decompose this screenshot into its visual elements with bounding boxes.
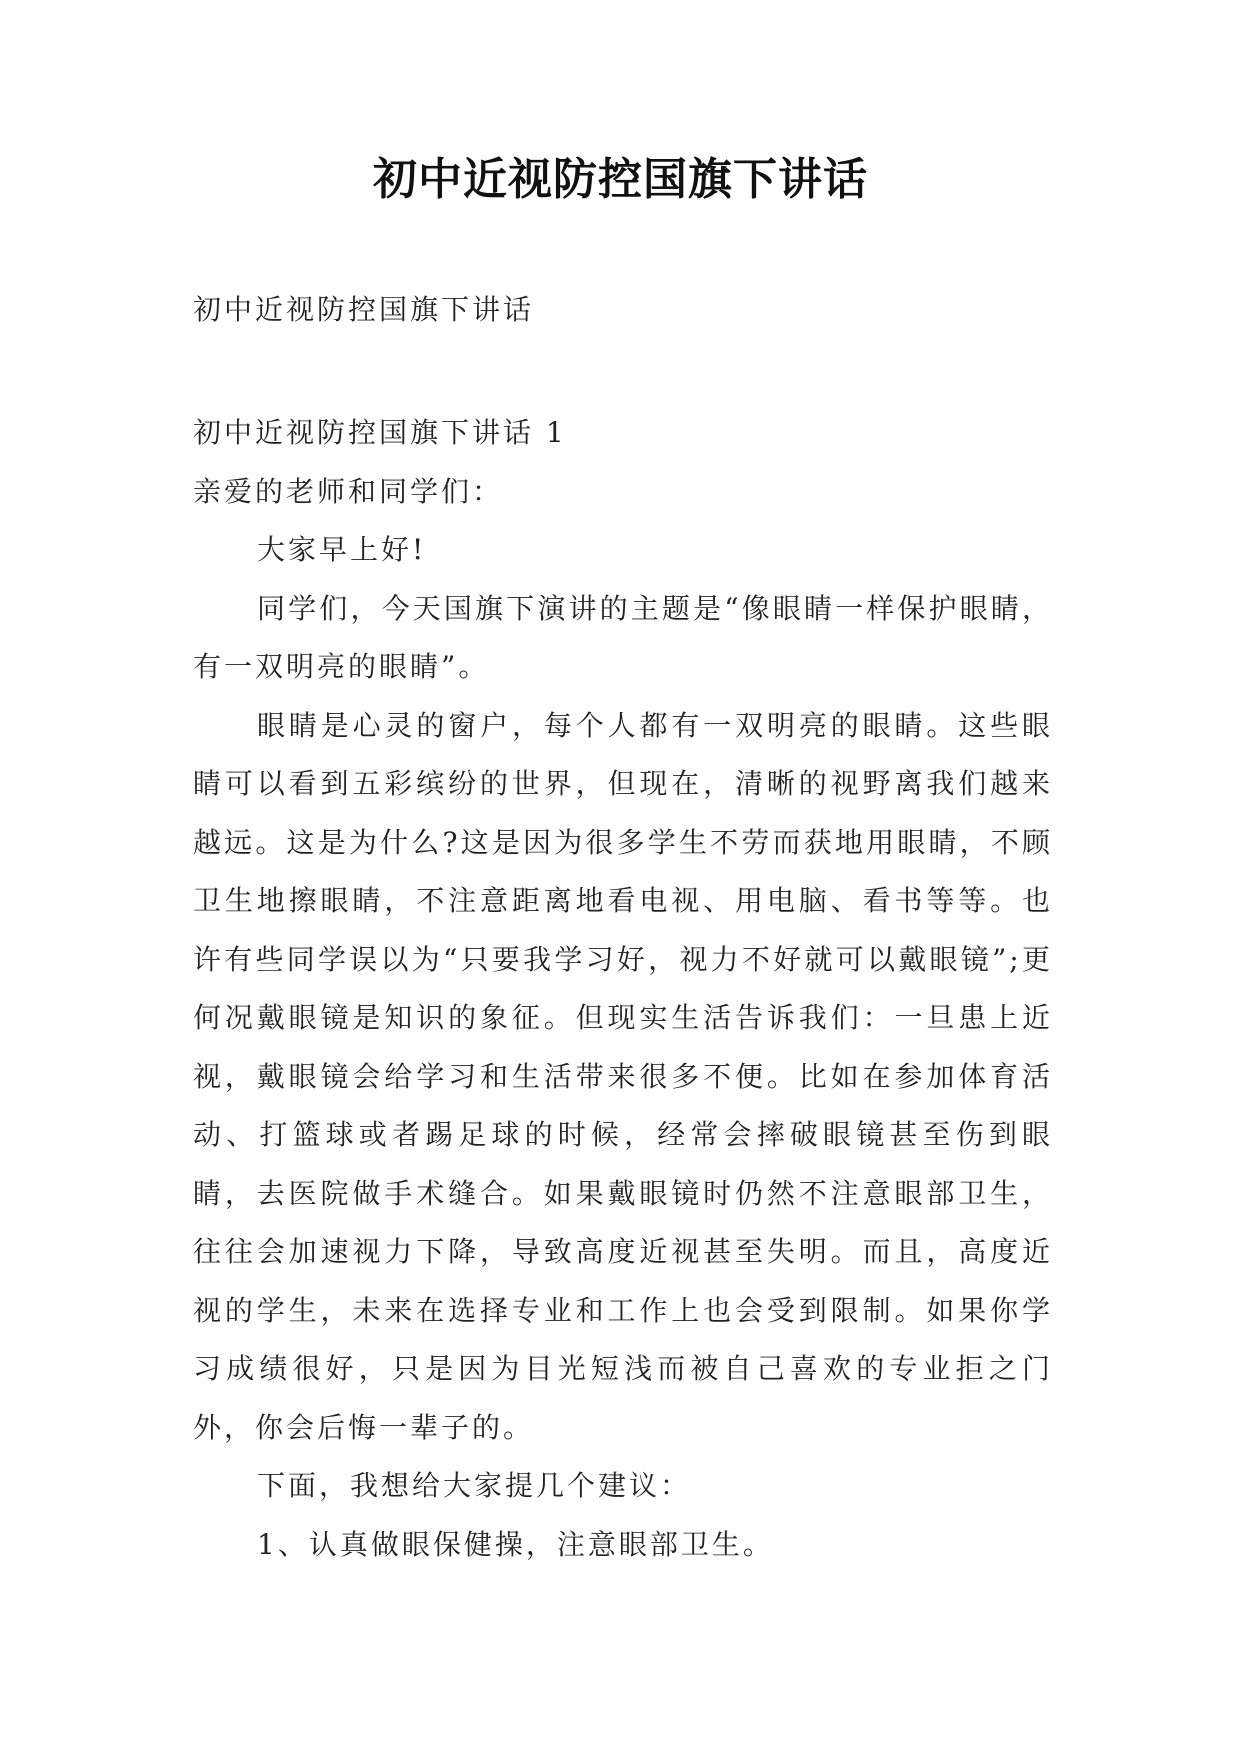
salutation: 亲爱的老师和同学们：: [193, 474, 504, 508]
paragraph-theme: 同学们，今天国旗下演讲的主题是“像眼睛一样保护眼睛，有一双明亮的眼睛”。: [193, 591, 1053, 683]
paragraph-suggestions-intro: 下面，我想给大家提几个建议：: [257, 1469, 692, 1502]
paragraph-suggestion-1: 1、认真做眼保健操，注意眼部卫生。: [257, 1527, 774, 1561]
document-subtitle: 初中近视防控国旗下讲话: [193, 293, 535, 326]
document-body: [193, 404, 1053, 1574]
section-heading: 初中近视防控国旗下讲话 1: [193, 416, 567, 449]
paragraph-main: 眼睛是心灵的窗户，每个人都有一双明亮的眼睛。这些眼睛可以看到五彩缤纷的世界，但现在，清晰的视野离我们越来越远。这是为什么?这是因为很多学生不劳而获地用眼睛，不顾卫生地擦眼睛，不注意距离地看电视、用电脑、看书等等。也许有些同学误以为“只要我学习好，视力不好就可以戴眼镜”;更何况戴眼镜是知识的象征。但现实生活告诉我们：一旦患上近视，戴眼镜会给学习和生活带来很多不便。比如在参加体育活动、打篮球或者踢足球的时候，经常会摔破眼镜甚至伤到眼睛，去医院做手术缝合。如果戴眼镜时仍然不注意眼部卫生，往往会加速视力下降，导致高度近视甚至失明。而且，高度近视的学生，未来在选择专业和工作上也会受到限制。如果你学习成绩很好，只是因为目光短浅而被自己喜欢的专业拒之门外，你会后悔一辈子的。: [193, 708, 1053, 1444]
paragraph-greeting: 大家早上好!: [257, 533, 427, 566]
document-title: 初中近视防控国旗下讲话: [373, 154, 868, 205]
